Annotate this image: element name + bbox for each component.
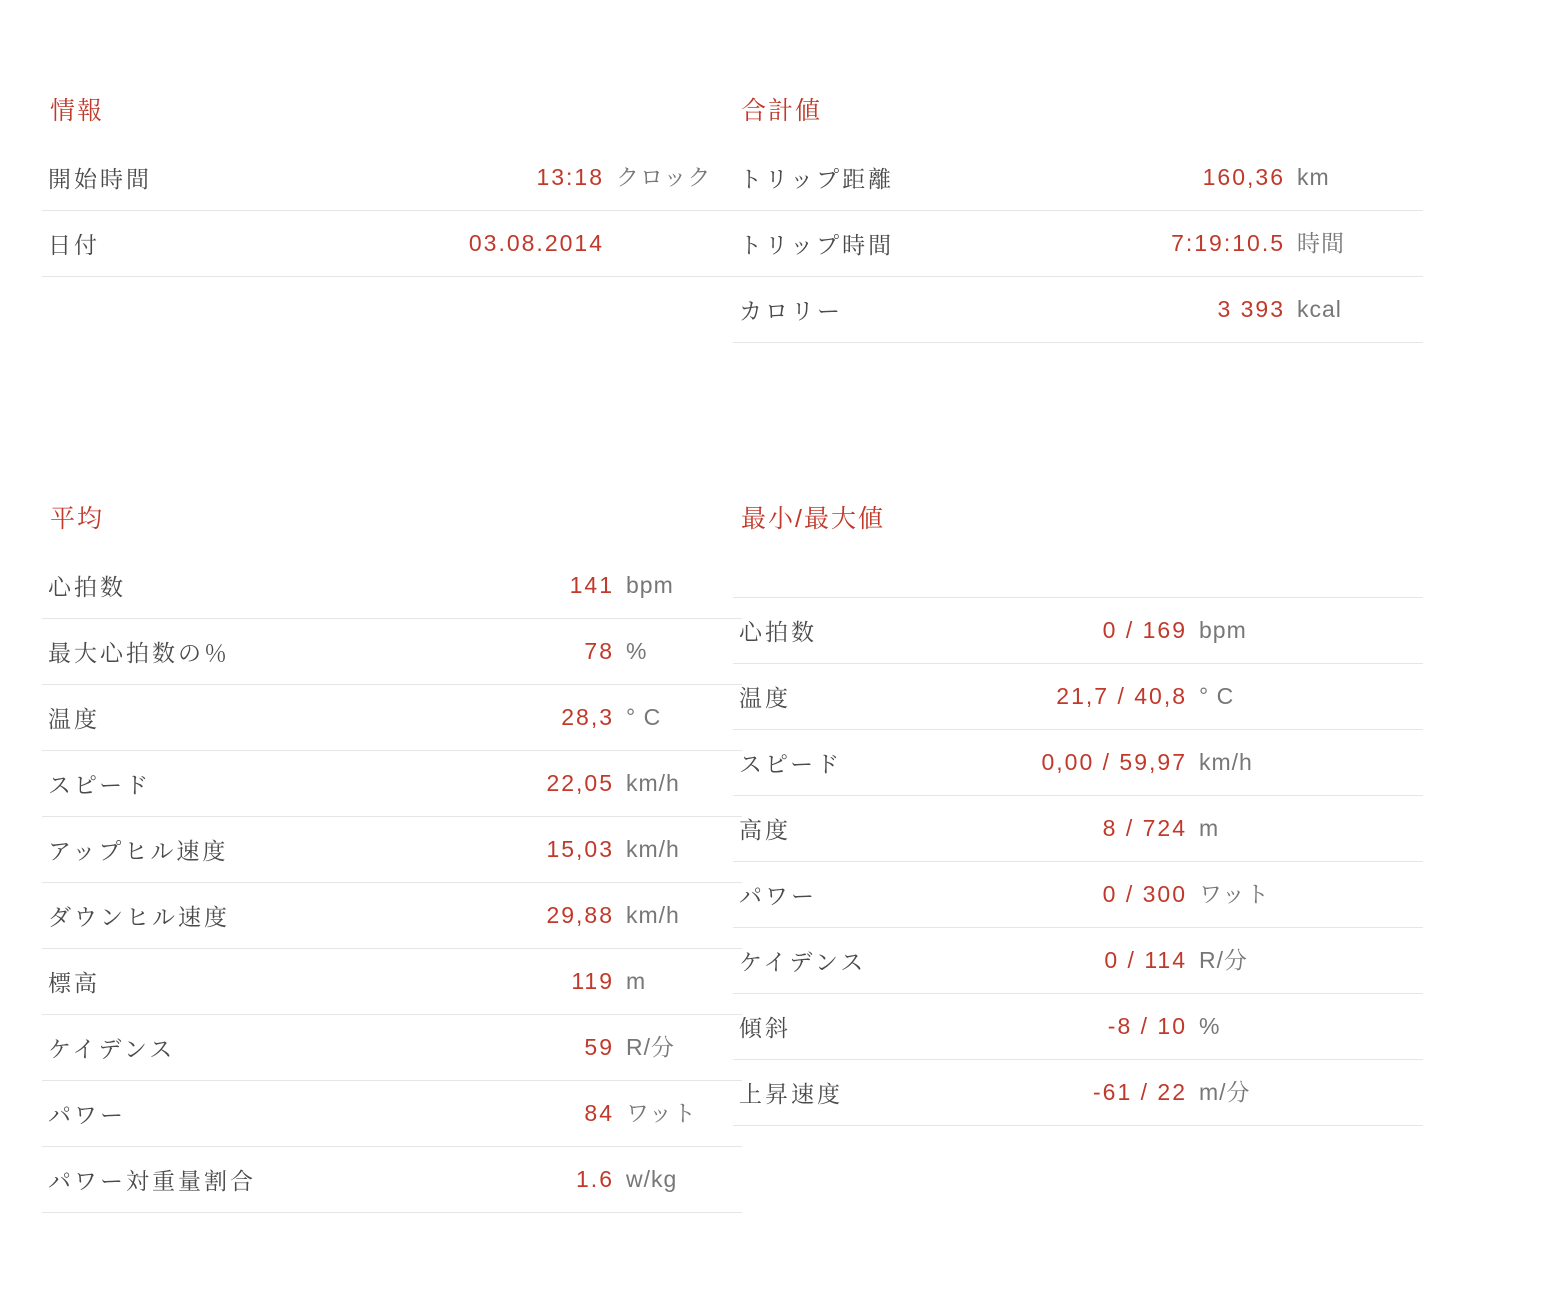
panel-average	[42, 478, 742, 1213]
row-unit: ワット	[1199, 880, 1270, 907]
row-label: 心拍数	[48, 573, 126, 600]
table-row	[733, 663, 1423, 729]
row-unit: R/分	[626, 1033, 675, 1060]
row-unit: km/h	[626, 769, 680, 796]
panel-minmax-title: 最小/最大値	[741, 504, 885, 533]
row-label: パワー	[48, 1101, 126, 1128]
row-label: トリップ時間	[739, 231, 895, 258]
row-value: 1.6	[576, 1165, 614, 1192]
row-label: 温度	[48, 705, 100, 732]
row-label: 標高	[48, 969, 100, 996]
table-row	[42, 553, 742, 619]
table-spacer-row	[733, 553, 1423, 598]
table-row	[42, 210, 742, 276]
table-row	[42, 1014, 742, 1080]
row-unit: 時間	[1297, 229, 1345, 256]
table-row	[733, 145, 1423, 211]
table-row	[733, 276, 1423, 342]
row-label: 最大心拍数の％	[48, 639, 230, 666]
row-unit: %	[626, 637, 648, 664]
row-value: 13:18	[536, 163, 604, 190]
panel-info	[42, 70, 742, 277]
spacer-cell	[963, 553, 1193, 598]
row-value: 8 / 724	[1102, 814, 1187, 841]
row-value: -8 / 10	[1107, 1012, 1187, 1039]
spacer-cell	[1193, 553, 1423, 598]
row-label: 傾斜	[739, 1014, 791, 1041]
row-label: 心拍数	[739, 618, 817, 645]
row-unit: w/kg	[626, 1165, 678, 1192]
row-value: -61 / 22	[1093, 1078, 1187, 1105]
row-unit: kcal	[1297, 295, 1342, 322]
row-value: 15,03	[546, 835, 614, 862]
row-value: 7:19:10.5	[1171, 229, 1285, 256]
row-label: スピード	[739, 750, 843, 777]
row-value: 160,36	[1202, 163, 1285, 190]
table-row	[733, 1059, 1423, 1125]
table-row	[42, 684, 742, 750]
row-unit: R/分	[1199, 946, 1248, 973]
row-label: 温度	[739, 684, 791, 711]
table-row	[42, 816, 742, 882]
totals-table	[733, 145, 1423, 343]
table-row	[42, 618, 742, 684]
table-row	[733, 861, 1423, 927]
info-table	[42, 145, 742, 277]
table-row	[42, 882, 742, 948]
panel-totals	[733, 70, 1423, 343]
table-row	[733, 729, 1423, 795]
row-value: 141	[569, 571, 614, 598]
row-label: ケイデンス	[739, 948, 867, 975]
row-label: パワー	[739, 882, 817, 909]
row-unit: km/h	[1199, 748, 1253, 775]
table-row	[42, 750, 742, 816]
table-row	[42, 145, 742, 211]
panel-average-title: 平均	[50, 504, 105, 533]
row-value: 0 / 300	[1102, 880, 1187, 907]
row-label: パワー対重量割合	[48, 1167, 256, 1194]
row-value: 3 393	[1217, 295, 1285, 322]
spacer-cell	[733, 553, 963, 598]
row-value: 84	[584, 1099, 614, 1126]
panel-minmax	[733, 478, 1423, 1126]
row-unit: ° C	[1199, 682, 1235, 709]
panel-totals-title: 合計値	[741, 96, 823, 125]
row-label: ケイデンス	[48, 1035, 176, 1062]
row-value: 21,7 / 40,8	[1056, 682, 1187, 709]
table-row	[42, 1146, 742, 1212]
row-unit: bpm	[626, 571, 674, 598]
table-row	[733, 927, 1423, 993]
row-value: 0,00 / 59,97	[1041, 748, 1187, 775]
row-unit: km/h	[626, 835, 680, 862]
table-row	[733, 795, 1423, 861]
average-table	[42, 553, 742, 1213]
row-value: 28,3	[561, 703, 614, 730]
row-label: カロリー	[739, 297, 843, 324]
row-label: スピード	[48, 771, 152, 798]
row-value: 03.08.2014	[468, 229, 604, 256]
row-label: トリップ距離	[739, 165, 895, 192]
row-label: 上昇速度	[739, 1080, 843, 1107]
row-unit: ワット	[626, 1099, 697, 1126]
row-unit: m/分	[1199, 1078, 1251, 1105]
row-unit	[610, 210, 742, 276]
row-value: 78	[584, 637, 614, 664]
row-unit: m	[1199, 814, 1220, 841]
row-value: 0 / 114	[1104, 946, 1187, 973]
row-value: 59	[584, 1033, 614, 1060]
table-row	[42, 948, 742, 1014]
table-row	[733, 993, 1423, 1059]
minmax-table	[733, 553, 1423, 1126]
panel-info-title: 情報	[50, 96, 105, 125]
row-label: 日付	[48, 231, 100, 258]
row-unit: ° C	[626, 703, 662, 730]
row-label: 高度	[739, 816, 791, 843]
row-value: 0 / 169	[1102, 616, 1187, 643]
row-unit: km	[1297, 163, 1330, 190]
row-unit: bpm	[1199, 616, 1247, 643]
row-unit: クロック	[616, 163, 712, 190]
table-row	[733, 597, 1423, 663]
row-unit: m	[626, 967, 647, 994]
table-row	[733, 210, 1423, 276]
row-unit: km/h	[626, 901, 680, 928]
row-value: 22,05	[546, 769, 614, 796]
row-label: アップヒル速度	[48, 837, 229, 864]
row-unit: %	[1199, 1012, 1221, 1039]
row-value: 119	[571, 967, 614, 994]
table-row	[42, 1080, 742, 1146]
row-label: 開始時間	[48, 165, 152, 192]
row-value: 29,88	[546, 901, 614, 928]
row-label: ダウンヒル速度	[48, 903, 230, 930]
